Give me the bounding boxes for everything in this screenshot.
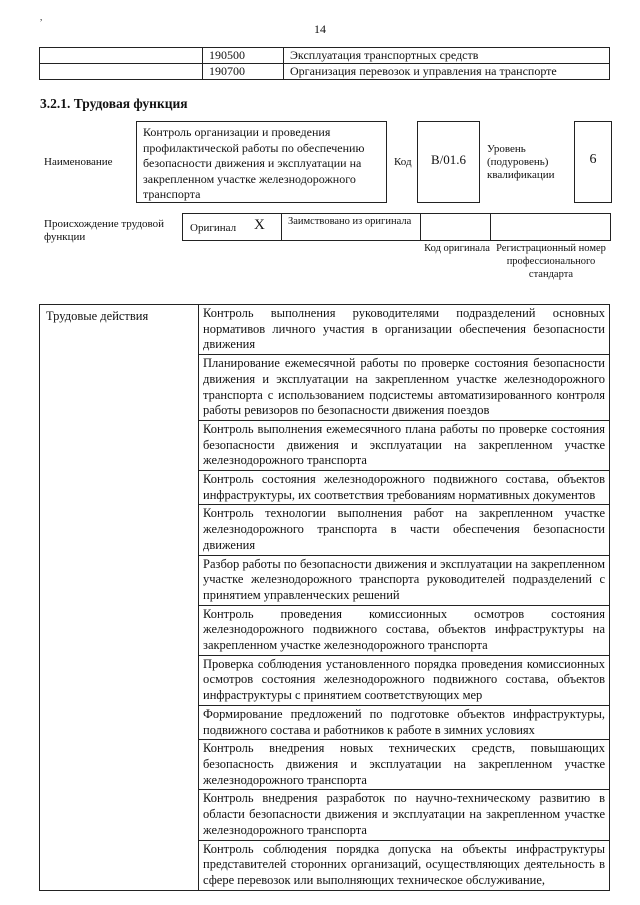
name-label: Наименование (44, 156, 113, 168)
empty-cell (40, 48, 203, 64)
table-row (40, 305, 610, 355)
original-checkmark: X (254, 217, 265, 233)
registration-number-caption: Регистрационный номер профессионального стандарта (496, 243, 606, 280)
empty-cell (40, 64, 203, 80)
code-cell: 190700 (203, 64, 284, 80)
name-cell: Организация перевозок и управления на транспорте (284, 64, 610, 80)
labor-action-item: Контроль выполнения руководителями подразделений основных нормативов личного участия в организации обеспечения безопасности движения (199, 305, 610, 355)
qualification-level-box: 6 (574, 121, 612, 203)
labor-action-item: Планирование ежемесячной работы по проверке состояния безопасности движения и эксплуатации на закрепленном участке железнодорожного транспорта с использованием подсистемы автоматизированного контроля работы ревизоров по безопасности движения поездов (199, 355, 610, 421)
original-label: Оригинал (190, 222, 237, 234)
origin-row (182, 213, 611, 241)
page-number: 14 (314, 22, 326, 36)
function-name-box: Контроль организации и проведения профилактической работы по обеспечению безопасности движения и эксплуатации на закрепленном участке железнодорожного транспорта (136, 121, 387, 203)
labor-action-item: Контроль внедрения разработок по научно-техническому развитию в области безопасности движения и эксплуатации на закрепленном участке железнодорожного транспорта (199, 790, 610, 840)
section-heading: 3.2.1. Трудовая функция (40, 96, 188, 111)
origin-label: Происхождение трудовой функции (44, 218, 165, 243)
borrowed-cell (281, 213, 421, 241)
labor-action-item: Формирование предложений по подготовке объектов инфраструктуры, подвижного состава и работников к работе в зимних условиях (199, 705, 610, 739)
labor-action-item: Контроль технологии выполнения работ на закрепленном участке железнодорожного транспорта в части обеспечения безопасности движения (199, 505, 610, 555)
labor-action-item: Контроль соблюдения порядка допуска на объекты инфраструктуры представителей сторонних организаций, осуществляющих деятельность в сфере перевозок или выполняющих техническое обслуживание, (199, 840, 610, 890)
education-codes-table (39, 47, 610, 80)
function-code-box: В/01.6 (417, 121, 480, 203)
level-label: Уровень (подуровень) квалификации (487, 143, 555, 181)
page-mark: , (40, 12, 43, 22)
labor-actions-body (40, 305, 610, 891)
original-cell (182, 213, 282, 241)
labor-action-item: Проверка соблюдения установленного порядка проведения комиссионных осмотров состояния железнодорожного подвижного состава, объектов инфраструктуры с принятием соответствующих мер (199, 655, 610, 705)
borrowed-label: Заимствовано из оригинала (288, 216, 412, 227)
code-label: Код (394, 156, 412, 168)
original-code-cell (420, 213, 491, 241)
name-cell: Эксплуатация транспортных средств (284, 48, 610, 64)
labor-action-item: Контроль проведения комиссионных осмотров состояния железнодорожного подвижного состава, объектов инфраструктуры на закрепленном участке железнодорожного транспорта (199, 605, 610, 655)
code-cell: 190500 (203, 48, 284, 64)
original-code-caption: Код оригинала (424, 243, 490, 254)
labor-actions-table (39, 304, 610, 891)
labor-action-item: Контроль состояния железнодорожного подвижного состава, объектов инфраструктуры, их соответствия требованиям нормативных документов (199, 471, 610, 505)
labor-action-item: Контроль внедрения новых технических средств, повышающих безопасность движения и эксплуатации на закрепленном участке железнодорожного транспорта (199, 740, 610, 790)
table-row (40, 48, 610, 64)
labor-action-item: Разбор работы по безопасности движения и эксплуатации на закрепленном участке железнодорожного транспорта руководителей подразделений с принятием управленческих решений (199, 555, 610, 605)
labor-action-item: Контроль выполнения ежемесячного плана работы по проверке состояния безопасности движения и эксплуатации на закрепленном участке железнодорожного транспорта (199, 420, 610, 470)
labor-actions-header: Трудовые действия (40, 305, 199, 891)
table-row (40, 64, 610, 80)
registration-number-cell (490, 213, 611, 241)
